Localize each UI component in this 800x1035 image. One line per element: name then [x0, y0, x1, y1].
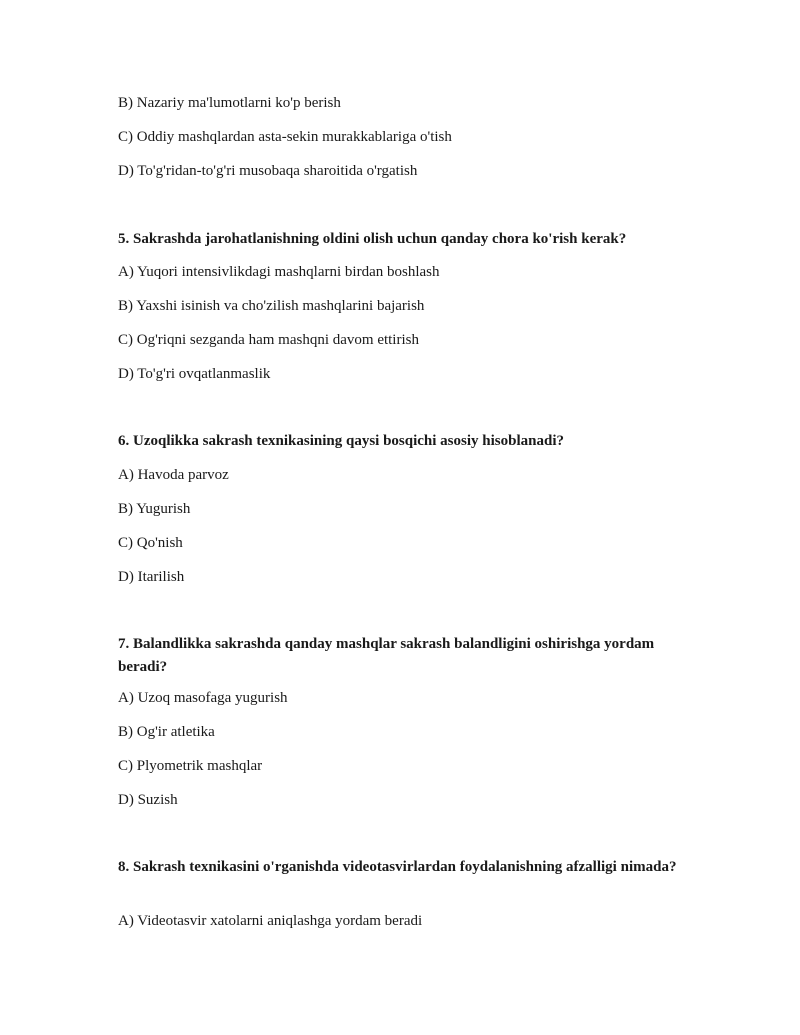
answer-option: D) Itarilish [118, 569, 185, 585]
answer-option: A) Uzoq masofaga yugurish [118, 690, 288, 706]
answer-option: C) Qo'nish [118, 535, 183, 551]
answer-option: D) To'g'ridan-to'g'ri musobaqa sharoitida o'rgatish [118, 163, 418, 179]
answer-option: A) Videotasvir xatolarni aniqlashga yordam beradi [118, 913, 423, 929]
answer-option: C) Og'riqni sezganda ham mashqni davom ettirish [118, 332, 419, 348]
question-heading: 5. Sakrashda jarohatlanishning oldini olish uchun qanday chora ko'rish kerak? [118, 231, 627, 247]
answer-option: C) Oddiy mashqlardan asta-sekin murakkablariga o'tish [118, 129, 452, 145]
question-heading: 8. Sakrash texnikasini o'rganishda videotasvirlardan foydalanishning afzalligi nimada? [118, 859, 677, 875]
answer-option: B) Yugurish [118, 501, 191, 517]
answer-option: C) Plyometrik mashqlar [118, 758, 263, 774]
question-heading: 7. Balandlikka sakrashda qanday mashqlar sakrash balandligini oshirishga yordam beradi? [118, 636, 655, 675]
answer-option: B) Og'ir atletika [118, 724, 215, 740]
answer-option: B) Yaxshi isinish va cho'zilish mashqlarini bajarish [118, 298, 425, 314]
answer-option: D) Suzish [118, 792, 178, 808]
answer-option: A) Yuqori intensivlikdagi mashqlarni birdan boshlash [118, 264, 440, 280]
answer-option: B) Nazariy ma'lumotlarni ko'p berish [118, 95, 341, 111]
question-heading: 6. Uzoqlikka sakrash texnikasining qaysi bosqichi asosiy hisoblanadi? [118, 433, 564, 449]
answer-option: A) Havoda parvoz [118, 467, 229, 483]
answer-option: D) To'g'ri ovqatlanmaslik [118, 366, 271, 382]
